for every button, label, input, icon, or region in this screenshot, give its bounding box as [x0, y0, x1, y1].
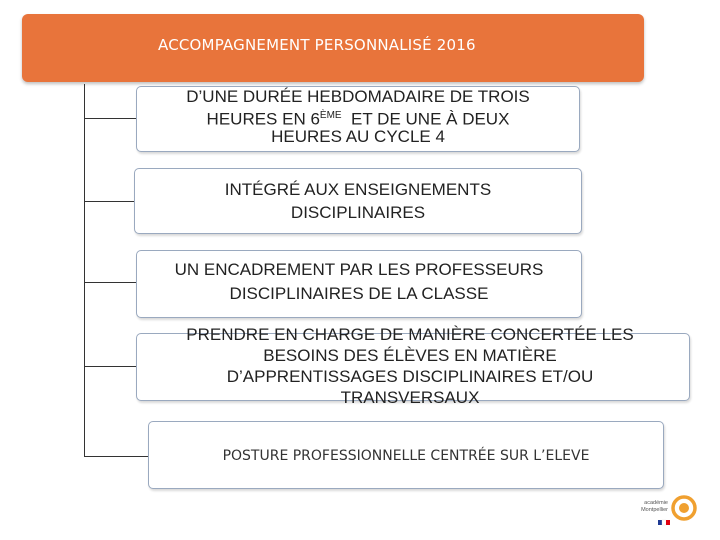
box-posture-line1: POSTURE PROFESSIONNELLE CENTRÉE SUR L’ELEVE	[222, 448, 590, 464]
logo-graphic	[641, 494, 710, 530]
connector-4	[84, 366, 136, 367]
box-integrated	[134, 168, 582, 234]
connector-5	[84, 456, 148, 457]
box-needs-line3: D’APPRENTISSAGES DISCIPLINAIRES ET/OU	[226, 367, 594, 386]
box-weekly-duration-line3: HEURES AU CYCLE 4	[271, 127, 445, 146]
box-needs-line2: BESOINS DES ÉLÈVES EN MATIÈRE	[263, 346, 557, 365]
box-integrated-line1: INTÉGRÉ AUX ENSEIGNEMENTS	[224, 180, 492, 199]
box-weekly-duration-line2: HEURES EN 6ÈME ET DE UNE À DEUX	[206, 109, 510, 129]
logo-text-2: Montpellier	[641, 507, 668, 513]
diagram-title: ACCOMPAGNEMENT PERSONNALISÉ 2016	[158, 36, 476, 54]
connector-3	[84, 282, 136, 283]
box-integrated-line2: DISCIPLINAIRES	[290, 203, 426, 222]
box-supervision-line2: DISCIPLINAIRES DE LA CLASSE	[229, 284, 489, 303]
box-supervision-line1: UN ENCADREMENT PAR LES PROFESSEURS	[174, 260, 544, 279]
box-needs-line1: PRENDRE EN CHARGE DE MANIÈRE CONCERTÉE LES	[186, 325, 634, 344]
box-needs-line4: TRANSVERSAUX	[340, 388, 480, 407]
connector-vertical	[84, 84, 85, 457]
connector-2	[84, 201, 134, 202]
academie-montpellier-logo	[641, 494, 710, 530]
connector-1	[84, 118, 136, 119]
logo-text-1: académie	[644, 500, 668, 506]
box-weekly-duration-line1: D’UNE DURÉE HEBDOMADAIRE DE TROIS	[186, 87, 530, 106]
